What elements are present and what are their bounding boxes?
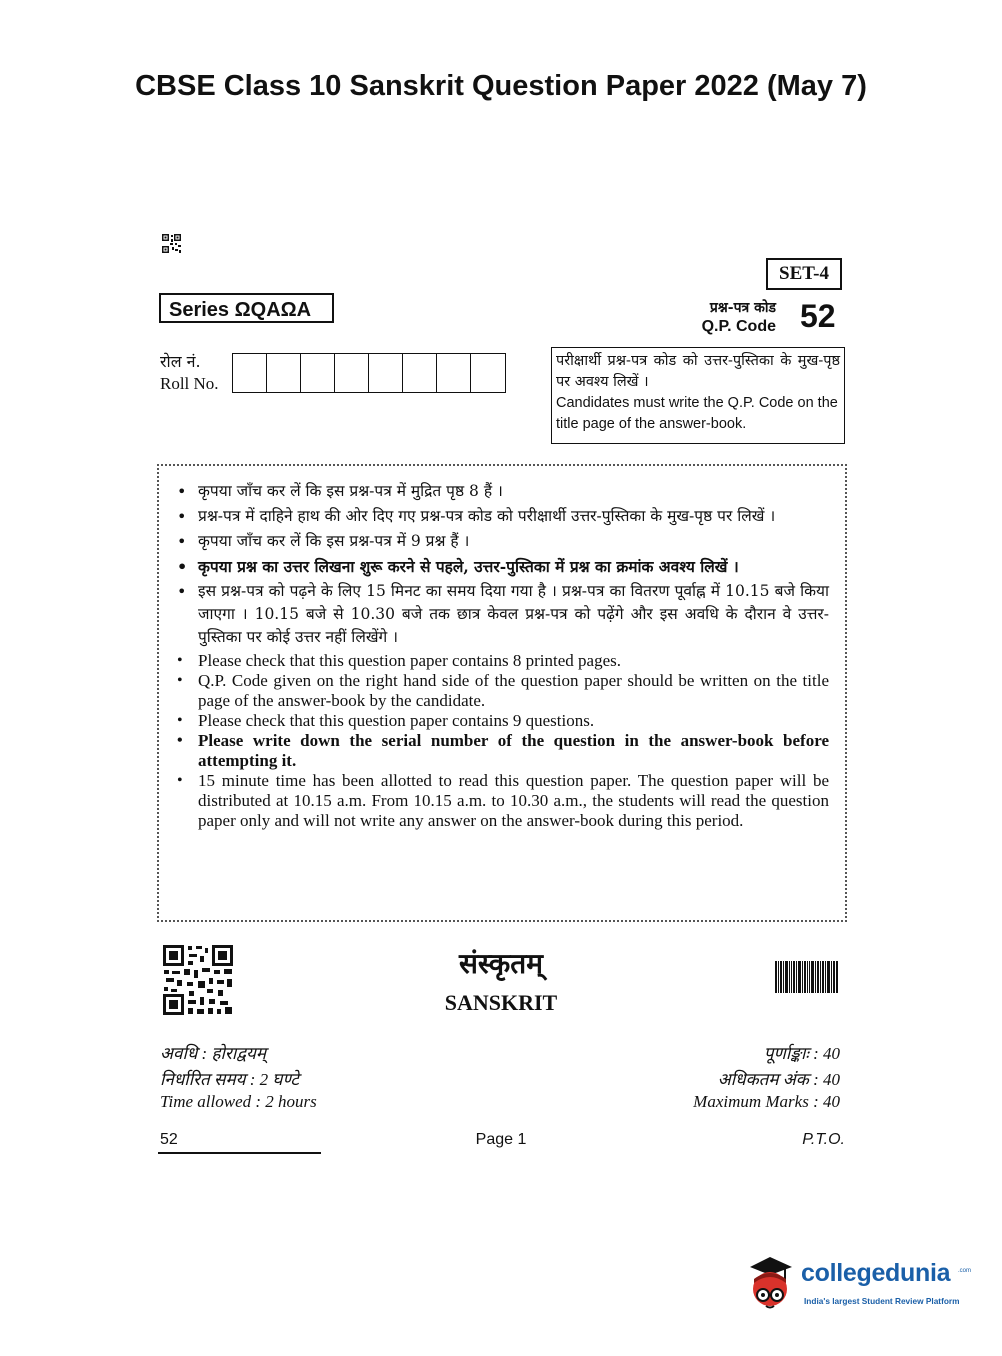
qp-code-instruction-box — [551, 347, 845, 444]
series-label: Series ΩQAΩA — [159, 293, 334, 323]
brand-tagline: India's largest Student Review Platform — [804, 1296, 960, 1306]
instructions-list — [171, 480, 829, 831]
footer-divider — [158, 1152, 321, 1154]
brand-name: collegedunia — [801, 1259, 951, 1287]
marks-sanskrit: पूर्णाङ्काः : 40 — [763, 1044, 840, 1063]
page-number: Page 1 — [475, 1131, 527, 1148]
marks-english: Maximum Marks : 40 — [693, 1092, 840, 1111]
page-title: CBSE Class 10 Sanskrit Question Paper 2022 (May 7) — [135, 70, 867, 102]
instruction-item: • Please check that this question paper contains 9 questions. — [171, 711, 829, 731]
instruction-item: • Q.P. Code given on the right hand side of the question paper should be written on the title page of the answer-book by the candidate. — [171, 671, 829, 711]
roll-number-digit-box[interactable] — [335, 354, 369, 392]
roll-number-digit-box[interactable] — [267, 354, 301, 392]
instruction-item: • Please check that this question paper contains 8 printed pages. — [171, 651, 829, 671]
roll-number-digit-box[interactable] — [301, 354, 335, 392]
roll-number-boxes[interactable] — [232, 353, 506, 393]
roll-label-english: Roll No. — [160, 374, 219, 393]
instruction-item: • इस प्रश्न-पत्र को पढ़ने के लिए 15 मिनट का समय दिया गया है । प्रश्न-पत्र का वितरण पूर्वाह्न में 10.15 बजे किया जाएगा । 10.15 बजे से 10.30 बजे तक छात्र केवल प्रश्न-पत्र को पढ़ेंगे और इस अवधि के दौरान वे उत्तर-पुस्तिका पर कोई उत्तर नहीं लिखेंगे । — [171, 580, 829, 649]
roll-number-digit-box[interactable] — [233, 354, 267, 392]
collegedunia-logo-icon — [744, 1253, 800, 1315]
qp-code-value: 52 — [800, 298, 836, 334]
instruction-item: • Please write down the serial number of the question in the answer-book before attempting it. — [171, 731, 829, 771]
qp-code-label-english: Q.P. Code — [701, 318, 776, 335]
brand-domain: .com — [958, 1268, 972, 1274]
code-note-english: Candidates must write the Q.P. Code on the title page of the answer-book. — [556, 395, 838, 432]
subject-title-english: SANSKRIT — [444, 990, 558, 1015]
pto-label: P.T.O. — [802, 1131, 845, 1148]
marks-hindi: अधिकतम अंक : 40 — [717, 1070, 840, 1089]
small-qr-code-icon — [161, 233, 182, 254]
roll-number-digit-box[interactable] — [369, 354, 403, 392]
instruction-item: • प्रश्न-पत्र में दाहिने हाथ की ओर दिए गए प्रश्न-पत्र कोड को परीक्षार्थी उत्तर-पुस्तिका के मुख-पृष्ठ पर लिखें । — [171, 505, 829, 528]
duration-hindi: निर्धारित समय : 2 घण्टे — [160, 1070, 299, 1089]
roll-number-digit-box[interactable] — [471, 354, 505, 392]
footer-qp-code: 52 — [160, 1131, 178, 1148]
instruction-item: • कृपया जाँच कर लें कि इस प्रश्न-पत्र में 9 प्रश्न हैं । — [171, 530, 829, 553]
roll-number-digit-box[interactable] — [403, 354, 437, 392]
instruction-item: • कृपया प्रश्न का उत्तर लिखना शुरू करने से पहले, उत्तर-पुस्तिका में प्रश्न का क्रमांक अवश्य लिखें । — [171, 555, 829, 578]
qp-code-label-hindi: प्रश्न-पत्र कोड — [709, 300, 776, 316]
code-note-hindi: परीक्षार्थी प्रश्न-पत्र कोड को उत्तर-पुस्तिका के मुख-पृष्ठ पर अवश्य लिखें । — [556, 353, 840, 390]
subject-title-hindi: संस्कृतम् — [458, 947, 544, 980]
set-label: SET-4 — [766, 258, 842, 290]
instructions-box — [157, 464, 847, 922]
duration-sanskrit: अवधि : होराद्वयम् — [160, 1044, 267, 1063]
instruction-item: • 15 minute time has been allotted to read this question paper. The question paper will be distributed at 10.15 a.m. From 10.15 a.m. to 10.30 a.m., the students will read the question paper only and will not write any answer on the answer-book during this period. — [171, 771, 829, 831]
duration-english: Time allowed : 2 hours — [160, 1092, 317, 1111]
roll-label-hindi: रोल नं. — [160, 352, 201, 371]
instruction-item: • कृपया जाँच कर लें कि इस प्रश्न-पत्र में मुद्रित पृष्ठ 8 हैं । — [171, 480, 829, 503]
roll-number-digit-box[interactable] — [437, 354, 471, 392]
